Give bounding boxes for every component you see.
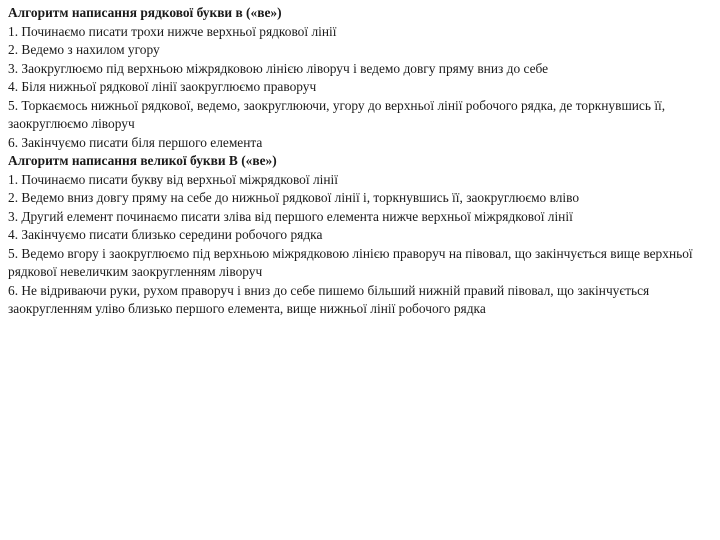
lowercase-step-4: 4. Біля нижньої рядкової лінії заокруглюємо праворуч <box>8 79 317 94</box>
uppercase-algorithm-title: Алгоритм написання великої букви В («ве») <box>8 153 277 168</box>
lowercase-step-3: 3. Заокруглюємо під верхньою міжрядковою лінією ліворуч і ведемо довгу пряму вниз до себе <box>8 60 549 76</box>
uppercase-step-4: 4. Закінчуємо писати близько середини робочого рядка <box>8 227 323 242</box>
lowercase-step-2: 2. Ведемо з нахилом угору <box>8 42 160 57</box>
uppercase-step-1: 1. Починаємо писати букву від верхньої міжрядкової лінії <box>8 171 338 187</box>
lowercase-step-6: 6. Закінчуємо писати біля першого елемента <box>8 134 263 150</box>
lowercase-step-5: 5. Торкаємось нижньої рядкової, ведемо, заокруглюючи, угору до верхньої лінії робочого рядка, де торкнувшись її, заокруглюємо ліворуч <box>8 97 666 131</box>
uppercase-step-5: 5. Ведемо вгору і заокруглюємо під верхньою міжрядковою лінією праворуч на півовал, що закінчується вище верхньої рядкової невеличким заокругленням ліворуч <box>8 245 693 279</box>
lowercase-algorithm-title: Алгоритм написання рядкової букви в («ве») <box>8 5 282 20</box>
lowercase-step-1: 1. Починаємо писати трохи нижче верхньої рядкової лінії <box>8 23 337 39</box>
uppercase-step-2: 2. Ведемо вниз довгу пряму на себе до нижньої рядкової лінії і, торкнувшись її, заокруглюємо вліво <box>8 190 580 205</box>
uppercase-step-3: 3. Другий елемент починаємо писати зліва від першого елемента нижче верхньої міжрядкової лінії <box>8 208 573 224</box>
uppercase-algorithm-section <box>8 152 712 319</box>
uppercase-step-6: 6. Не відриваючи руки, рухом праворуч і вниз до себе пишемо більший нижній правий півовал, що закінчується заокругленням уліво близько першого елемента, вище нижньої лінії робочого рядка <box>8 282 650 316</box>
lowercase-algorithm-section <box>8 4 712 152</box>
